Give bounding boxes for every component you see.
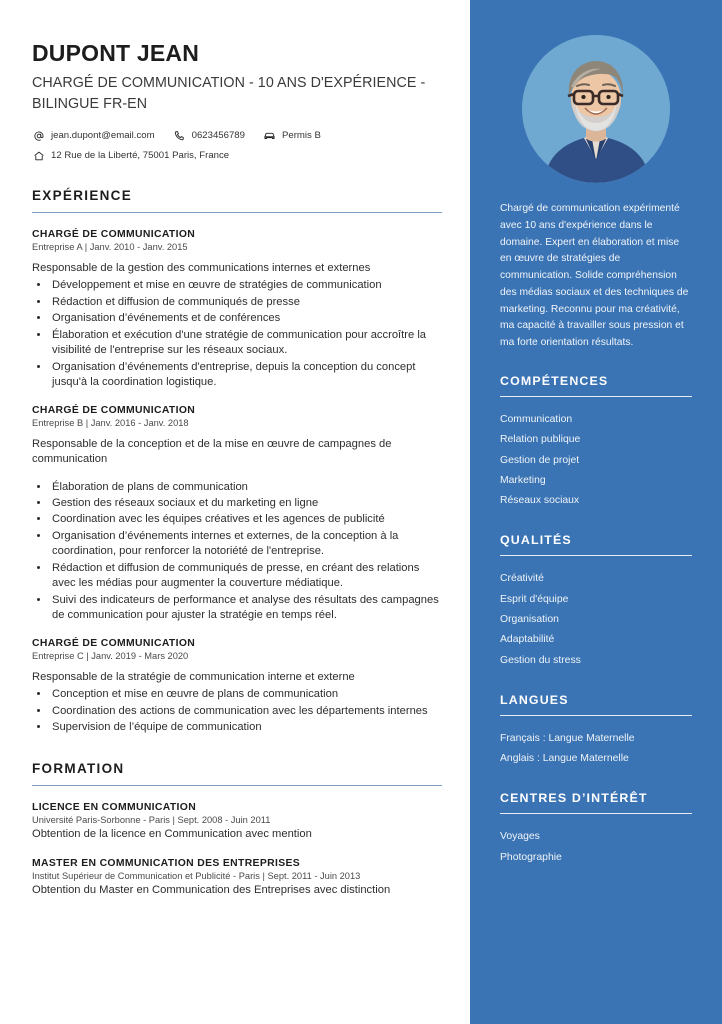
contact-row-address bbox=[32, 149, 442, 162]
sidebar-divider-skills bbox=[500, 396, 692, 397]
sidebar-title-skills: COMPÉTENCES bbox=[500, 374, 609, 389]
education-description: Obtention du Master en Communication des Entreprises avec distinction bbox=[32, 883, 391, 896]
education-description: Obtention de la licence en Communication avec mention bbox=[32, 828, 312, 841]
profile-summary: Chargé de communication expérimenté avec 10 ans d'expérience dans le domaine. Expert en élaboration et mise en œuvre de stratégies de communication. Solide compréhension des médias sociaux et des techniques de marketing. Reconnu pour ma créativité, ma capacité à travailler sous pression et ma forte orientation résultats. bbox=[500, 203, 689, 349]
experience-bullets bbox=[32, 687, 442, 735]
list-item: Gestion de projet bbox=[500, 454, 580, 466]
languages-list bbox=[500, 729, 692, 770]
sidebar-divider-languages bbox=[500, 715, 692, 716]
sidebar-title-languages: LANGUES bbox=[500, 692, 569, 707]
list-item: Gestion du stress bbox=[500, 654, 581, 666]
qualities-list bbox=[500, 569, 692, 670]
contact-block bbox=[32, 129, 442, 162]
education-meta: Institut Supérieur de Communication et Publicité - Paris | Sept. 2011 - Juin 2013 bbox=[32, 870, 361, 881]
contact-address-label: 12 Rue de la Liberté, 75001 Paris, France bbox=[51, 150, 230, 162]
list-item: • Conception et mise en œuvre de plans de communication bbox=[50, 687, 442, 702]
section-divider-formation bbox=[32, 785, 442, 786]
contact-license bbox=[263, 129, 321, 142]
sidebar-divider-interests bbox=[500, 813, 692, 814]
contact-license-label: Permis B bbox=[281, 130, 321, 142]
interests-list bbox=[500, 827, 692, 868]
list-item: • Supervision de l’équipe de communication bbox=[50, 720, 442, 735]
sidebar-title-qualities: QUALITÉS bbox=[500, 533, 572, 548]
photo-container bbox=[500, 0, 692, 201]
contact-row-primary bbox=[32, 129, 442, 142]
experience-description: Responsable de la stratégie de communication interne et externe bbox=[32, 670, 355, 683]
sidebar-divider-qualities bbox=[500, 555, 692, 556]
section-title-formation: FORMATION bbox=[32, 761, 125, 777]
contact-email[interactable] bbox=[32, 129, 155, 142]
experience-entry bbox=[32, 638, 442, 736]
list-item: • Organisation d’événements internes et externes, de la conception à la coordination, pour renforcer la notoriété de l'entreprise. bbox=[50, 529, 442, 560]
experience-description: Responsable de la gestion des communications internes et externes bbox=[32, 262, 371, 275]
education-degree: LICENCE EN COMMUNICATION bbox=[32, 802, 197, 814]
sidebar bbox=[470, 0, 722, 1024]
contact-phone-label: 0623456789 bbox=[191, 130, 245, 142]
list-item: • Développement et mise en œuvre de stratégies de communication bbox=[50, 278, 442, 293]
avatar bbox=[522, 35, 670, 183]
car-icon bbox=[263, 129, 276, 142]
list-item: Adaptabilité bbox=[500, 634, 555, 646]
headline-subtitle: CHARGÉ DE COMMUNICATION - 10 ANS D'EXPÉRIENCE - BILINGUE FR-EN bbox=[32, 75, 426, 112]
sidebar-title-interests: CENTRES D’INTÉRÊT bbox=[500, 791, 648, 806]
home-icon bbox=[32, 149, 45, 162]
skills-list bbox=[500, 410, 692, 511]
page-title: DUPONT JEAN bbox=[32, 40, 200, 66]
list-item: Photographie bbox=[500, 851, 562, 863]
list-item: • Suivi des indicateurs de performance et analyse des résultats des campagnes de communication pour ajuster la stratégie en temps réel. bbox=[50, 593, 442, 624]
list-item: Marketing bbox=[500, 474, 546, 486]
list-item: Esprit d'équipe bbox=[500, 593, 569, 605]
list-item: • Élaboration et exécution d'une stratégie de communication pour accroître la visibilité de l'entreprise sur les réseaux sociaux. bbox=[50, 328, 442, 359]
contact-phone[interactable] bbox=[173, 129, 245, 142]
list-item: Communication bbox=[500, 414, 573, 426]
list-item: • Organisation d’événements et de conférences bbox=[50, 311, 442, 326]
list-item: • Rédaction et diffusion de communiqués de presse bbox=[50, 295, 442, 310]
education-meta: Université Paris-Sorbonne - Paris | Sept. 2008 - Juin 2011 bbox=[32, 815, 271, 826]
list-item: Français : Langue Maternelle bbox=[500, 732, 635, 744]
list-item: • Élaboration de plans de communication bbox=[50, 480, 442, 495]
education-degree: MASTER EN COMMUNICATION DES ENTREPRISES bbox=[32, 857, 301, 869]
experience-meta: Entreprise B | Janv. 2016 - Janv. 2018 bbox=[32, 417, 189, 428]
education-entry bbox=[32, 858, 442, 898]
experience-entry bbox=[32, 405, 442, 624]
list-item: Créativité bbox=[500, 573, 544, 585]
section-divider-experience bbox=[32, 212, 442, 213]
experience-job-title: CHARGÉ DE COMMUNICATION bbox=[32, 229, 196, 241]
list-item: • Organisation d’événements d'entreprise, depuis la conception du concept jusqu'à la coordination logistique. bbox=[50, 360, 442, 391]
experience-job-title: CHARGÉ DE COMMUNICATION bbox=[32, 404, 196, 416]
education-entry bbox=[32, 802, 442, 842]
list-item: Réseaux sociaux bbox=[500, 495, 580, 507]
list-item: • Gestion des réseaux sociaux et du marketing en ligne bbox=[50, 496, 442, 511]
at-icon bbox=[32, 129, 45, 142]
experience-bullets bbox=[32, 480, 442, 624]
list-item: Anglais : Langue Maternelle bbox=[500, 753, 629, 765]
experience-meta: Entreprise A | Janv. 2010 - Janv. 2015 bbox=[32, 242, 188, 253]
contact-address bbox=[32, 149, 229, 162]
list-item: Relation publique bbox=[500, 434, 581, 446]
list-item: • Coordination avec les équipes créatives et les agences de publicité bbox=[50, 512, 442, 527]
profile-photo bbox=[522, 35, 670, 183]
list-item: • Coordination des actions de communication avec les départements internes bbox=[50, 704, 442, 719]
experience-entry bbox=[32, 229, 442, 391]
contact-email-label: jean.dupont@email.com bbox=[51, 130, 155, 142]
experience-job-title: CHARGÉ DE COMMUNICATION bbox=[32, 637, 196, 649]
list-item: Voyages bbox=[500, 831, 540, 843]
list-item: Organisation bbox=[500, 614, 559, 625]
experience-bullets bbox=[32, 278, 442, 390]
experience-meta: Entreprise C | Janv. 2019 - Mars 2020 bbox=[32, 650, 189, 661]
phone-icon bbox=[173, 129, 186, 142]
list-item: • Rédaction et diffusion de communiqués de presse, en créant des relations avec les médias pour augmenter la couverture médiatique. bbox=[50, 561, 442, 592]
experience-description: Responsable de la conception et de la mise en œuvre de campagnes de communication bbox=[32, 437, 392, 466]
section-title-experience: EXPÉRIENCE bbox=[32, 188, 133, 204]
